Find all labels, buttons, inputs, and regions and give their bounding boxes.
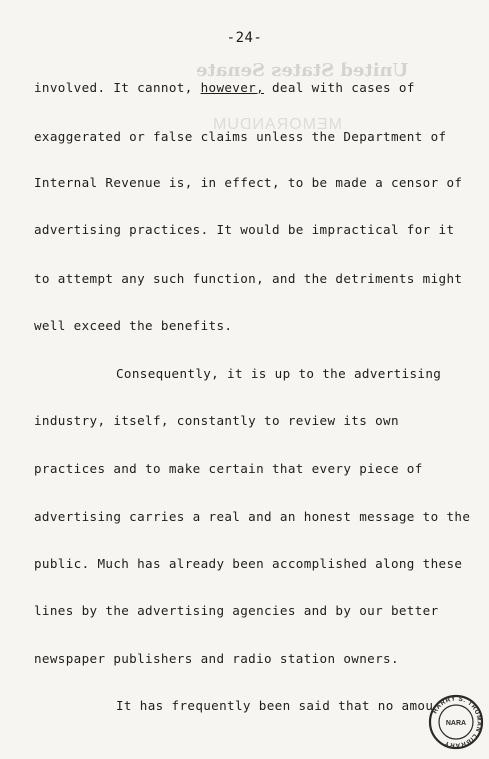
text-line-1 — [34, 80, 415, 95]
truman-library-stamp — [427, 693, 485, 751]
bleed-through-heading: MEMORANDUM — [212, 116, 342, 133]
text-line-4: advertising practices. It would be impractical for it — [34, 222, 455, 237]
text-line-14: It has frequently been said that no amou — [116, 698, 434, 713]
stamp-ring-text: HARRY S. TRUMAN LIBRARY — [431, 695, 483, 749]
underlined-word: however, — [200, 80, 265, 95]
text-line-10: advertising carries a real and an honest message to the — [34, 509, 471, 524]
text-line-1-end: deal with cases of — [264, 80, 415, 95]
page-number: -24- — [226, 30, 263, 46]
text-line-1-start: involved. It cannot, — [34, 80, 201, 95]
text-line-2: exaggerated or false claims unless the Department of — [34, 129, 447, 144]
stamp-center-label: NARA — [445, 720, 467, 727]
text-line-7: Consequently, it is up to the advertising — [116, 366, 442, 381]
text-line-6: well exceed the benefits. — [34, 318, 233, 333]
text-line-9: practices and to make certain that every piece of — [34, 461, 423, 476]
bleed-through-letterhead: United States Senate — [196, 60, 409, 81]
text-line-8: industry, itself, constantly to review its own — [34, 413, 399, 428]
text-line-12: lines by the advertising agencies and by our better — [34, 603, 439, 618]
text-line-5: to attempt any such function, and the detriments might — [34, 271, 463, 286]
text-line-13: newspaper publishers and radio station owners. — [34, 651, 399, 666]
text-line-3: Internal Revenue is, in effect, to be made a censor of — [34, 175, 463, 190]
text-line-11: public. Much has already been accomplished along these — [34, 556, 463, 571]
